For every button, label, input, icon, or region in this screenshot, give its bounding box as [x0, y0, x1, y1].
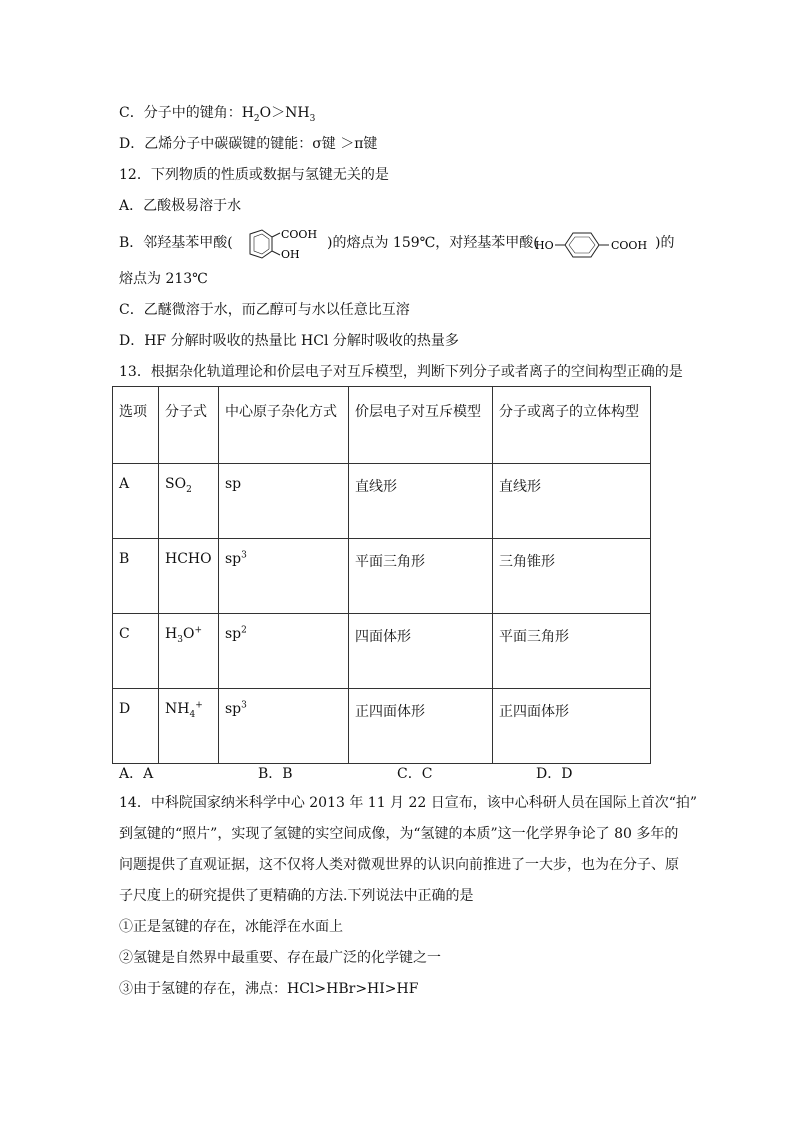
- cell-formula: $H_3O^+$: [159, 614, 219, 689]
- cell-option: A: [113, 464, 159, 539]
- option-d-bond-energy: D．乙烯分子中碳碳键的键能：σ键 ＞π键: [119, 136, 378, 152]
- answer-d: D．D: [536, 766, 573, 782]
- cell-vsepr: 平面三角形: [349, 539, 493, 614]
- cell-option: D: [113, 689, 159, 764]
- cooh-label-para: COOH: [611, 239, 648, 252]
- cell-shape: 正四面体形: [493, 689, 651, 764]
- question-13-table: [112, 386, 651, 764]
- cell-vsepr: 直线形: [349, 464, 493, 539]
- question-14-line-4: 子尺度上的研究提供了更精确的方法.下列说法中正确的是: [119, 888, 474, 904]
- cooh-label: COOH: [281, 228, 318, 241]
- cell-hybridization: $sp^3$: [219, 539, 349, 614]
- header-hybridization: 中心原子杂化方式: [219, 387, 349, 464]
- table-row: [113, 614, 651, 689]
- cell-formula: $NH_4^+$: [159, 689, 219, 764]
- option-c-bond-angle: C．分子中的键角：$H_2O>NH_3$: [119, 105, 316, 124]
- question-14-statement-2: ②氢键是自然界中最重要、存在最广泛的化学键之一: [119, 950, 441, 966]
- question-12: 12．下列物质的性质或数据与氢键无关的是: [119, 167, 389, 183]
- answer-a: A．A: [119, 766, 154, 782]
- header-formula: 分子式: [159, 387, 219, 464]
- question-12-option-a: A．乙酸极易溶于水: [119, 198, 242, 214]
- table-header-row: [113, 387, 651, 464]
- question-14-statement-3: ③由于氢键的存在，沸点：HCl>HBr>HI>HF: [119, 981, 419, 997]
- answer-c: C．C: [397, 766, 433, 782]
- ho-label: HO: [535, 239, 554, 252]
- header-vsepr: 价层电子对互斥模型: [349, 387, 493, 464]
- ortho-hydroxybenzoic-acid-structure: [236, 228, 326, 264]
- question-12-option-b-cont: 熔点为 213℃: [119, 271, 208, 287]
- header-option: 选项: [113, 387, 159, 464]
- cell-hybridization: sp: [219, 464, 349, 539]
- oh-label: OH: [281, 248, 300, 261]
- cell-option: B: [113, 539, 159, 614]
- table-row: [113, 689, 651, 764]
- table-row: [113, 464, 651, 539]
- question-13: 13．根据杂化轨道理论和价层电子对互斥模型，判断下列分子或者离子的空间构型正确的是: [119, 364, 683, 380]
- cell-vsepr: 正四面体形: [349, 689, 493, 764]
- cell-option: C: [113, 614, 159, 689]
- cell-hybridization: $sp^3$: [219, 689, 349, 764]
- cell-formula: HCHO: [159, 539, 219, 614]
- header-shape: 分子或离子的立体构型: [493, 387, 651, 464]
- cell-formula: $SO_2$: [159, 464, 219, 539]
- cell-shape: 三角锥形: [493, 539, 651, 614]
- question-14-statement-1: ①正是氢键的存在，冰能浮在水面上: [119, 919, 343, 935]
- cell-shape: 平面三角形: [493, 614, 651, 689]
- question-14-line-1: 14．中科院国家纳米科学中心 2013 年 11 月 22 日宣布，该中心科研人员在国际上首次“拍”: [119, 795, 698, 811]
- question-13-answers: [119, 763, 619, 781]
- answer-b: B．B: [258, 766, 293, 782]
- cell-shape: 直线形: [493, 464, 651, 539]
- question-14-line-2: 到氢键的“照片”，实现了氢键的实空间成像，为“氢键的本质”这一化学界争论了 80 多年的: [119, 826, 679, 842]
- table-row: [113, 539, 651, 614]
- question-12-option-d: D．HF 分解时吸收的热量比 HCl 分解时吸收的热量多: [119, 333, 459, 349]
- question-14-line-3: 问题提供了直观证据，这不仅将人类对微观世界的认识向前推进了一大步，也为在分子、原: [119, 857, 679, 873]
- cell-hybridization: $sp^2$: [219, 614, 349, 689]
- para-hydroxybenzoic-acid-structure: [535, 230, 661, 260]
- cell-vsepr: 四面体形: [349, 614, 493, 689]
- question-12-option-c: C．乙醚微溶于水，而乙醇可与水以任意比互溶: [119, 302, 410, 318]
